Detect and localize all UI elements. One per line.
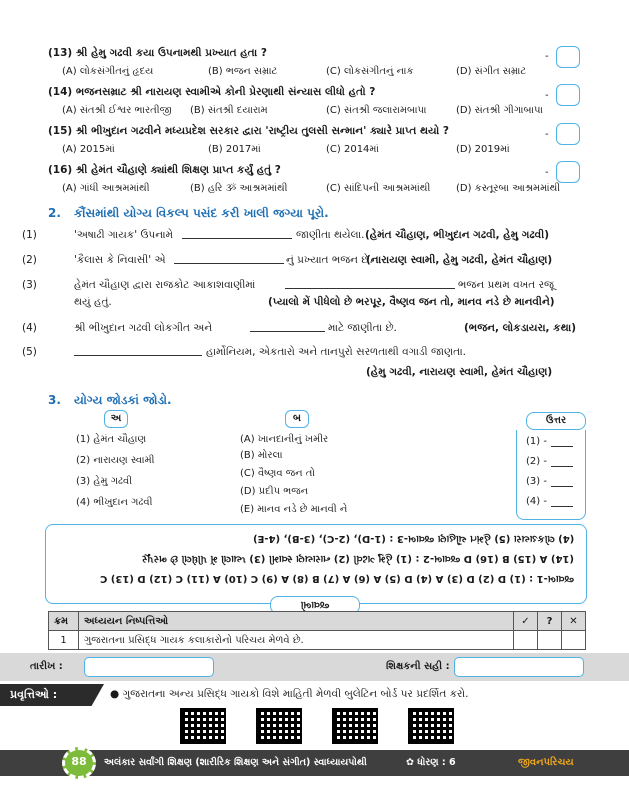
section-title: કૌંસમાંથી યોગ્ય વિકલ્પ પસંદ કરી ખાલી જગ્યા પૂરો. [74, 206, 329, 220]
option-d: (D) સંગીત સમ્રાટ [456, 66, 527, 77]
activity-text: ● ગુજરાતના અન્ય પ્રસિદ્ધ ગાયકો વિશે માહિતી મેળવી બુલેટિન બોર્ડ પર પ્રદર્શિત કરો. [110, 688, 469, 700]
match-b-item: (C) વૈષ્ણવ જન તો [240, 468, 315, 479]
question-14: (14) ભજનસમ્રાટ શ્રી નારાયણ સ્વામીએ કોની પ્રેરણાથી સંન્યાસ લીધો હતો ? [48, 86, 376, 98]
question-13: (13) શ્રી હેમુ ગઢવી કયા ઉપનામથી પ્રખ્યાત હતા ? [48, 47, 267, 59]
option-a: (A) સંતશ્રી ઈશ્વર ભારતીજી [62, 105, 172, 116]
option-d: (D) સંતશ્રી ગીગાબાપા [456, 105, 543, 116]
match-b-item: (B) મોરલા [240, 450, 283, 461]
hint: (પ્યાલો મેં પીધેલો છે ભરપૂર, વૈષ્ણવ જન તો, માનવ નડે છે માનવીને) [268, 296, 555, 308]
cross-mark-header: ✕ [562, 612, 586, 631]
question-16: (16) શ્રી હેમંત ચૌહાણે ક્યાંથી શિક્ષણ પ્રાપ્ત કર્યું હતું ? [48, 164, 281, 176]
check-mark-header: ✓ [514, 612, 538, 631]
answer-blank[interactable] [551, 466, 573, 467]
match-a-item: (1) હેમંત ચૌહાણ [76, 434, 147, 445]
blank-line[interactable] [182, 238, 292, 239]
date-label: તારીખ : [30, 661, 63, 672]
answer-blank[interactable] [551, 486, 573, 487]
match-a-item: (2) નારાયણ સ્વામી [76, 455, 155, 466]
col-header-number: ક્રમ [49, 612, 79, 631]
cross-cell[interactable] [562, 631, 586, 650]
option-b: (B) સંતશ્રી દયારામ [190, 105, 268, 116]
answer-box-15[interactable] [556, 123, 580, 145]
page-number: 88 [71, 755, 87, 768]
col-header-outcome: અધ્યયન નિષ્પત્તિઓ [79, 612, 514, 631]
option-b: (B) 2017માં [208, 144, 261, 155]
question-cell[interactable] [538, 631, 562, 650]
answer-box-16[interactable] [556, 161, 580, 183]
match-b-item: (A) ખાનદાનીનું ખમીર [240, 434, 329, 445]
answer-key-title: જવાબો [300, 599, 330, 610]
teacher-sign-field[interactable] [454, 657, 584, 677]
standard-label: ✿ ધોરણ : 6 [406, 757, 456, 768]
answer-key-line: (4) લોકડાયરા (5) હેમંત ચૌહાણ જવાબ-3 : (1-D), (2-C), (3-B), (4-E) [252, 533, 574, 544]
option-d: (D) 2019માં [456, 144, 510, 155]
answer-key-line: (14) A (15) B (16) D જવાબ-2 : (1) હેમુ ગઢવી (2) નારાયણ સ્વામી (3) પ્યાલો મેં પીધેલો છે ભરપૂર [142, 553, 574, 564]
learning-outcomes-table [48, 611, 586, 650]
question-mark-header: ? [538, 612, 562, 631]
answer-box-13[interactable] [556, 46, 580, 68]
qr-code[interactable] [408, 708, 454, 744]
option-a: (A) 2015માં [62, 144, 115, 155]
blank-line[interactable] [74, 355, 202, 356]
blank-line[interactable] [250, 331, 325, 332]
match-b-item: (E) માનવ નડે છે માનવી ને [240, 504, 348, 515]
option-c: (C) સંતશ્રી જલારામબાપા [326, 105, 427, 116]
blank-line[interactable] [174, 263, 284, 264]
table-row: 1 ગુજરાતના પ્રસિદ્ધ ગાયક કલાકારોનો પરિચય મેળવે છે. [49, 631, 586, 650]
option-c: (C) સાંદિપની આશ્રમમાંથી [326, 183, 431, 194]
answer-column-header: ઉત્તર [526, 412, 586, 430]
book-title: અલંકાર સર્વાંગી શિક્ષણ (શારીરિક શિક્ષણ અને સંગીત) સ્વાધ્યાયપોથી [104, 757, 367, 768]
hint: (નારાયણ સ્વામી, હેમુ ગઢવી, હેમંત ચૌહાણ) [366, 254, 553, 266]
column-b-header: બ [285, 410, 309, 428]
qr-code[interactable] [256, 708, 302, 744]
option-c: (C) 2014માં [326, 144, 379, 155]
teacher-sign-label: શિક્ષકની સહી : [386, 661, 450, 672]
option-a: (A) લોકસંગીતનું હૃદય [62, 66, 154, 77]
date-field[interactable] [84, 657, 214, 677]
question-15: (15) શ્રી ભીખુદાન ગઢવીને મધ્યપ્રદેશ સરકાર દ્વારા 'રાષ્ટ્રીય તુલસી સન્માન' ક્યારે પ્રાપ્ત થયો ? [48, 125, 449, 137]
section-number: 2. [48, 206, 61, 220]
chapter-name: જીવનપરિચય [518, 757, 574, 768]
option-b: (B) હરિ ૐ આશ્રમમાંથી [190, 183, 288, 194]
answer-box-14[interactable] [556, 84, 580, 106]
option-a: (A) ગાંધી આશ્રમમાંથી [62, 183, 150, 194]
section-number: 3. [48, 393, 61, 407]
answer-blank[interactable] [551, 446, 573, 447]
answer-key-line: જવાબ-1 : (1) D (2) D (3) A (4) D (5) A (6) A (7) B (8) A (9) C (10) A (11) C (12) D (13) C [100, 573, 574, 584]
answer-blank[interactable] [551, 506, 573, 507]
option-c: (C) લોકસંગીતનું નાક [326, 66, 414, 77]
hint: (ભજન, લોકડાયરા, કથા) [464, 322, 576, 334]
blank-line[interactable] [285, 288, 455, 289]
match-a-item: (3) હેમુ ગઢવી [76, 476, 133, 487]
option-b: (B) ભજન સમ્રાટ [208, 66, 278, 77]
qr-code[interactable] [332, 708, 378, 744]
hint: (હેમુ ગઢવી, નારાયણ સ્વામી, હેમંત ચૌહાણ) [366, 366, 553, 378]
section-title: યોગ્ય જોડકાં જોડો. [74, 393, 172, 407]
column-a-header: અ [104, 410, 128, 428]
match-a-item: (4) ભીખુદાન ગઢવી [76, 497, 153, 508]
match-b-item: (D) પ્રદીપ ભજન [240, 486, 309, 497]
hint: (હેમંત ચૌહાણ, ભીખુદાન ગઢવી, હેમુ ગઢવી) [365, 229, 550, 241]
answer-key-box [45, 524, 587, 604]
activity-label: પ્રવૃત્તિઓ : [10, 688, 58, 701]
option-d: (D) કસ્તૂરબા આશ્રમમાંથી [456, 183, 561, 194]
check-cell[interactable] [514, 631, 538, 650]
qr-code[interactable] [180, 708, 226, 744]
